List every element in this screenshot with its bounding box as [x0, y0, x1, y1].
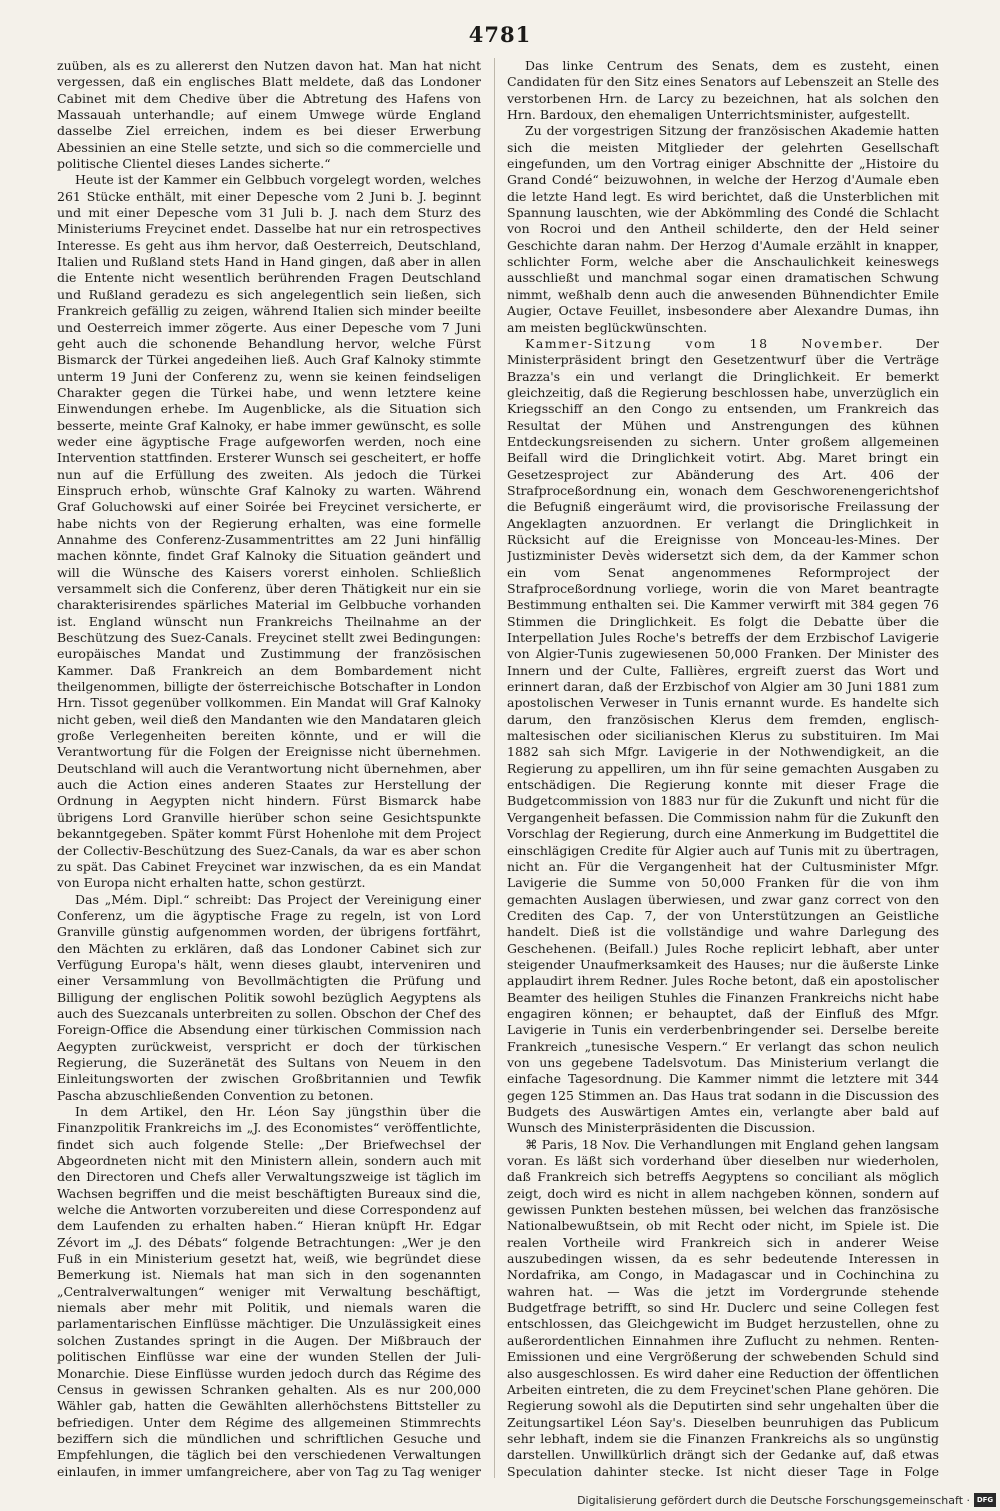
kammer-paragraph	[507, 336, 939, 1137]
dfg-logo: DFG	[974, 1493, 996, 1507]
left-paragraph: zuüben, als es zu allererst den Nutzen davon hat. Man hat nicht vergessen, daß ein englisches Blatt meldete, daß das Londoner Cabinet mit dem Chedive über die Abtretung des Hafens von Massauah unterhandle; auf einem Umwege würde England dasselbe Ziel erreichen, indem es bei dieser Erwerbung Abessinien an eine Stelle setzte, und sich so die commercielle und politische Clientel dieses Landes sicherte.“	[57, 58, 481, 172]
digitization-credit: Digitalisierung gefördert durch die Deutsche Forschungsgemeinschaft ·	[577, 1494, 970, 1507]
paris-paragraph	[507, 1137, 939, 1478]
left-column	[57, 58, 481, 1478]
paris-dateline: ⌘ Paris, 18 Nov.	[525, 1136, 630, 1152]
kammer-lead: Kammer-Sitzung vom 18 November.	[525, 335, 884, 351]
left-paragraph: Heute ist der Kammer ein Gelbbuch vorgelegt worden, welches 261 Stücke enthält, mit einer Depesche vom 2 Juni b. J. beginnt und mit einer Depesche vom 31 Juli b. J. nach dem Sturz des Ministeriums Freycinet endet. Dasselbe hat nur ein retrospectives Interesse. Es geht aus ihm hervor, daß Oesterreich, Deutschland, Italien und Rußland stets Hand in Hand gingen, daß aber in allen die Entente nicht wesentlich berührenden Fragen Deutschland und Rußland geradezu es sich angelegentlich sein ließen, sich Frankreich gefällig zu zeigen, während Italien sich minder beeilte und Oesterreich immer zögerte. Aus einer Depesche vom 7 Juni geht auch die schonende Behandlung hervor, welche Fürst Bismarck der Türkei angedeihen ließ. Auch Graf Kalnoky stimmte unterm 19 Juni der Conferenz zu, wenn sie keinen feindseligen Charakter gegen die Türkei habe, und wenn letztere keine Einwendungen erhebe. Im Augenblicke, als die Situation sich besserte, meinte Graf Kalnoky, er habe immer gewünscht, es solle weder eine ägyptische Frage aufgeworfen werden, noch eine Intervention stattfinden. Ersterer Wunsch sei gescheitert, er hoffe nun auf die Erfüllung des zweiten. Als jedoch die Türkei Einspruch erhob, wünschte Graf Kalnoky zu warten. Während Graf Goluchowski auf einer Soirée bei Freycinet versicherte, er habe nichts von der Regierung erhalten, was eine formelle Annahme des Conferenz-Zusammentrittes am 22 Juni hinfällig machen könnte, findet Graf Kalnoky die Situation geändert und will die Wünsche des Kaisers vorerst einholen. Schließlich versammelt sich die Conferenz, über deren Thätigkeit nur ein sie charakterisirendes spärliches Material im Gelbbuche vorhanden ist. England wünscht nun Frankreichs Theilnahme an der Beschützung des Suez-Canals. Freycinet stellt zwei Bedingungen: europäisches Mandat und Zustimmung der französischen Kammer. Daß Frankreich an dem Bombardement nicht theilgenommen, billigte der österreichische Botschafter in London Hrn. Tissot gegenüber vollkommen. Ein Mandat will Graf Kalnoky nicht geben, weil dieß den Mandanten wie den Mandataren gleich große Verlegenheiten bereiten könnte, und er will die Verantwortung für die Folgen der Ereignisse nicht übernehmen. Deutschland will auch die Verantwortung nicht übernehmen, aber auch die Action eines anderen Staates zur Herstellung der Ordnung in Aegypten nicht hindern. Fürst Bismarck habe übrigens Lord Granville hierüber schon seine Gesichtspunkte bekanntgegeben. Später kommt Fürst Hohenlohe mit dem Project der Collectiv-Beschützung des Suez-Canals, da war es aber schon zu spät. Das Cabinet Freycinet war inzwischen, da es ein Mandat von Europa nicht erhalten hatte, schon gestürzt.	[57, 172, 481, 891]
kammer-text: Der Ministerpräsident bringt den Gesetzentwurf über die Verträge Brazza's ein und verlangt die Dringlichkeit. Er bemerkt gleichzeitig, daß die Regierung beschlossen habe, unverzüglich ein Kriegsschiff an den Congo zu entsenden, um Frankreich das Resultat der Mühen und Anstrengungen des kühnen Entdeckungsreisenden zu sichern. Unter großem allgemeinen Beifall wird die Dringlichkeit votirt. Abg. Maret bringt ein Gesetzesproject zur Abänderung des Art. 406 der Strafproceßordnung ein, wonach dem Geschworenengerichtshof die Befugniß eingeräumt wird, die provisorische Freilassung der Angeklagten anzuordnen. Er verlangt die Dringlichkeit in Rücksicht auf die Ereignisse von Monceau-les-Mines. Der Justizminister Devès widersetzt sich dem, da der Kammer schon ein vom Senat angenommenes Reformproject der Strafproceßordnung vorliege, worin die von Maret beantragte Bestimmung enthalten sei. Die Kammer verwirft mit 384 gegen 76 Stimmen die Dringlichkeit. Es folgt die Debatte über die Interpellation Jules Roche's betreffs der dem Erzbischof Lavigerie von Algier-Tunis zugewiesenen 50,000 Franken. Der Minister des Innern und der Culte, Fallières, ergreift zuerst das Wort und erinnert daran, daß der Erzbischof von Algier am 30 Juni 1881 zum apostolischen Verweser in Tunis ernannt wurde. Es handelte sich darum, den französischen Klerus dem fremden, englisch-maltesischen oder sicilianischen Klerus zu substituiren. Im Mai 1882 sah sich Mfgr. Lavigerie in der Nothwendigkeit, an die Regierung zu appelliren, um ihn für seine gemachten Ausgaben zu entschädigen. Die Regierung konnte mit dieser Frage die Budgetcommission von 1883 nur für die Zukunft und nicht für die Vergangenheit befassen. Die Commission nahm für die Zukunft den Vorschlag der Regierung, durch eine Anmerkung im Budgettitel die einschlägigen Credite für Algier auch auf Tunis mit zu übertragen, nicht an. Für die Vergangenheit hat der Cultusminister Mfgr. Lavigerie die Summe von 50,000 Franken für die von ihm gemachten Auslagen überwiesen, und zwar ganz correct von den Crediten des Cap. 7, der von Unterstützungen an Geistliche handelt. Dieß ist die vollständige und wahre Darlegung des Geschehenen. (Beifall.) Jules Roche replicirt lebhaft, aber unter steigender Unaufmerksamkeit des Hauses; nur die äußerste Linke applaudirt ihrem Redner. Jules Roche betont, daß ein apostolischer Beamter des heiligen Stuhles die Finanzen Frankreichs nicht habe engagiren können; er behauptet, daß der Einfluß des Mfgr. Lavigerie in Tunis ein verderbenbringender sei. Derselbe bereite Frankreich „tunesische Vespern.“ Er verlangt das schon neulich von uns gegebene Tadelsvotum. Das Ministerium verlangt die einfache Tagesordnung. Die Kammer nimmt die letztere mit 344 gegen 125 Stimmen an. Das Haus trat sodann in die Discussion des Budgets des Auswärtigen Amtes ein, verlangte aber bald auf Wunsch des Ministerpräsidenten die Discussion.	[507, 335, 939, 1136]
left-paragraph: Das „Mém. Dipl.“ schreibt: Das Project der Vereinigung einer Conferenz, um die ägyptische Frage zu regeln, ist von Lord Granville günstig aufgenommen worden, der übrigens fortfährt, den Mächten zu erklären, daß das Londoner Cabinet sich zur Verfügung Europa's hält, wenn dieses glaubt, interveniren und einer Versammlung von Bevollmächtigten die Prüfung und Billigung der englischen Politik sowohl bezüglich Aegyptens als auch des Suezcanals unterbreiten zu sollen. Obschon der Chef des Foreign-Office die Absendung einer türkischen Commission nach Aegypten zurückweist, verspricht er doch der türkischen Regierung, die Suzeränetät des Sultans von Neuem in den Einleitungsworten der zwischen Großbritannien und Tewfik Pascha abzuschließenden Convention zu betonen.	[57, 891, 481, 1103]
right-column	[507, 58, 939, 1478]
left-paragraph: In dem Artikel, den Hr. Léon Say jüngsthin über die Finanzpolitik Frankreichs im „J. des Economistes“ veröffentlichte, findet sich auch folgende Stelle: „Der Briefwechsel der Abgeordneten nicht mit den Ministern allein, sondern auch mit den Directoren und Chefs aller Verwaltungszweige ist täglich im Wachsen begriffen und die meist beschäftigten Bureaux sind die, welche die Antworten vorzubereiten und diese Correspondenz auf dem Laufenden zu erhalten haben.“ Hieran knüpft Hr. Edgar Zévort im „J. des Débats“ folgende Betrachtungen: „Wer je den Fuß in ein Ministerium gesetzt hat, weiß, wie begründet diese Bemerkung ist. Niemals hat man sich in den sogenannten „Centralverwaltungen“ weniger mit Verwaltung beschäftigt, niemals aber mehr mit Politik, und niemals waren die parlamentarischen Einflüsse mächtiger. Die Unzulässigkeit eines solchen Zustandes springt in die Augen. Der Mißbrauch der politischen Einflüsse war eine der wunden Stellen der Juli-Monarchie. Diese Einflüsse wurden jedoch durch das Régime des Census in gewissen Schranken gehalten. Als es nur 200,000 Wähler gab, hatten die Gewählten allerhöchstens Bittsteller zu befriedigen. Unter dem Régime des allgemeinen Stimmrechts beziffern sich die mündlichen und schriftlichen Gesuche und Empfehlungen, die täglich bei den verschiedenen Verwaltungen einlaufen, in immer umfangreichere, aber von Tag zu Tag weniger	[57, 1104, 481, 1478]
column-divider	[494, 58, 495, 1478]
right-paragraph: Zu der vorgestrigen Sitzung der französischen Akademie hatten sich die meisten Mitglieder der gelehrten Gesellschaft eingefunden, um den Vortrag einiger Abschnitte der „Histoire du Grand Condé“ beizuwohnen, in welche der Herzog d'Aumale eben die letzte Hand legt. Es wird berichtet, daß die Unsterblichen mit Spannung lauschten, wie der Abkömmling des Condé die Schlacht von Rocroi und den Antheil schilderte, den der Held seiner Geschichte daran nahm. Der Herzog d'Aumale erzählt in knapper, schlichter Form, welche aber die Anschaulichkeit keineswegs ausschließt und manchmal sogar einen dramatischen Schwung nimmt, weßhalb denn auch die anwesenden Bühnendichter Emile Augier, Octave Feuillet, insbesondere aber Alexandre Dumas, ihn am meisten beglückwünschten.	[507, 123, 939, 335]
paris-text: Die Verhandlungen mit England gehen langsam voran. Es läßt sich vorderhand über dieselben nur wiederholen, daß Frankreich sich betreffs Aegyptens so conciliant als möglich zeigt, doch wird es nicht in allem nachgeben können, sondern auf gewissen Punkten bestehen müssen, bei welchen das französische Nationalbewußtsein, ob mit Recht oder nicht, im Spiele ist. Die realen Vortheile wird Frankreich sich in anderer Weise auszubedingen wissen, da es sehr bedeutende Interessen in Nordafrika, am Congo, in Madagascar und in Cochinchina zu wahren hat. — Was die jetzt im Vordergrunde stehende Budgetfrage betrifft, so sind Hr. Duclerc und seine Collegen fest entschlossen, das Gleichgewicht im Budget herzustellen, ohne zu außerordentlichen Einnahmen ihre Zuflucht zu nehmen. Renten-Emissionen und eine Vergrößerung der schwebenden Schuld sind also ausgeschlossen. Es wird daher eine Reduction der öffentlichen Arbeiten eintreten, die zu dem Freycinet'schen Plane gehören. Die Regierung sowohl als die Deputirten sind sehr ungehalten über die Zeitungsartikel Léon Say's. Dieselben beunruhigen das Publicum sehr lebhaft, indem sie die Finanzen Frankreichs als so ungünstig darstellen. Unwillkürlich drängt sich der Gedanke auf, daß etwas Speculation dahinter stecke. Ist nicht dieser Tage in Folge	[507, 1136, 939, 1478]
page-number: 4781	[468, 22, 532, 47]
right-paragraph: Das linke Centrum des Senats, dem es zusteht, einen Candidaten für den Sitz eines Senators auf Lebenszeit an Stelle des verstorbenen Hrn. de Larcy zu bezeichnen, hat als solchen den Hrn. Bardoux, den ehemaligen Unterrichtsminister, aufgestellt.	[507, 58, 939, 123]
footer	[0, 1489, 1000, 1511]
